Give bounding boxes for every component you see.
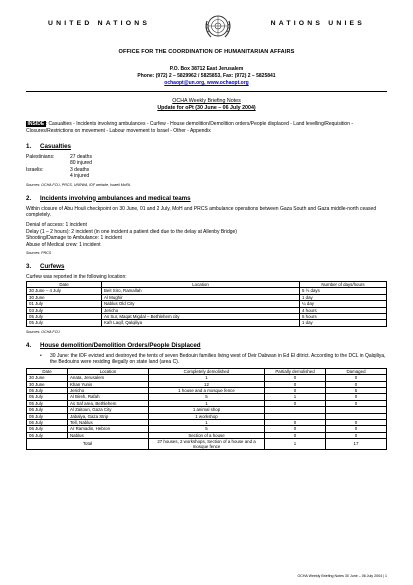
ambulance-delay: Delay (1 – 2 hours): 2 incident (in one incident a patient died due to the delay at Allenby Bridge): [26, 228, 237, 235]
table-cell: Ar Ramadin, Hebron: [68, 426, 149, 432]
table-cell: 01 July: [27, 301, 102, 307]
table-cell: 0: [265, 432, 326, 438]
title-line-1: OCHA Weekly Briefing Notes: [172, 98, 241, 105]
table-cell: 0: [265, 400, 326, 406]
section-3-heading: 3. Curfews: [26, 263, 65, 271]
table-cell: 1: [265, 394, 326, 400]
table-cell: Jericho: [68, 387, 149, 393]
table-cell: 03 July: [27, 307, 102, 313]
ambulance-paragraph: Within closure of Abu Houli checkpoint on 30 June, 01 and 2 July, MoH and PRCS ambulance operations between Gaza South and Gaza middle-north ceased completely.: [26, 205, 377, 219]
letterhead: [26, 12, 387, 60]
table-cell: 5 hours: [300, 314, 387, 320]
inside-tag: INSIDE: [27, 121, 45, 128]
table-cell: 1: [149, 419, 265, 425]
table-cell: Al Mughir: [102, 294, 300, 300]
table-cell: 5: [149, 394, 265, 400]
po-box: P.O. Box 38712 East Jerusalem: [169, 66, 244, 72]
office-name: OFFICE FOR THE COORDINATION OF HUMANITARIAN AFFAIRS: [118, 49, 295, 55]
table-cell: 30 June: [27, 375, 68, 381]
table-cell: 0: [265, 381, 326, 387]
section-4-heading: 4. House demolition/Demolition Orders/People Displaced: [26, 341, 201, 349]
demolition-bullet: • 30 June: the IDF evicted and destroyed the tents of seven Bedouin families living west of Deir Dabwan in Ed El ditrict. According to the DCL in Qalqiliya, the Bedouins were residing illegally on state land (area C).: [40, 352, 386, 366]
table-cell: 4 hours: [300, 307, 387, 313]
table-cell: 1 animal shop: [149, 407, 265, 413]
ambulance-shooting: Shooting/Damage to Ambulance: 1 incident: [26, 235, 122, 242]
header-divider: [26, 91, 387, 92]
table-cell: 1: [149, 400, 265, 406]
bullet-icon: •: [40, 352, 42, 359]
un-name-english: UNITED NATIONS: [48, 20, 151, 27]
table-cell: 5 ½ days: [300, 288, 387, 294]
ambulance-abuse: Abuse of Medical crew: 1 incident: [26, 241, 101, 248]
table-cell: 05 July: [27, 314, 102, 320]
table-cell: 0: [326, 432, 387, 438]
page-footer: OCHA Weekly Briefing Notes 30 June – 06 July 2004 | 1: [297, 574, 387, 578]
table-cell: 0: [265, 387, 326, 393]
table-cell: 1 workshop: [149, 413, 265, 419]
table-cell: 0: [265, 375, 326, 381]
table-cell: Tell, Nablus: [68, 419, 149, 425]
casualty-row: 4 injured: [70, 173, 90, 180]
table-cell: Anata, Jerusalem: [68, 375, 149, 381]
table-cell: 30 June – 4 July: [27, 288, 102, 294]
table-cell: 1: [149, 375, 265, 381]
table-cell: 1 day: [300, 294, 387, 300]
phone-fax: Phone: (972) 2 – 5829962 / 5825853, Fax: (972) 2 – 5825841: [137, 72, 276, 79]
table-cell: Section of a house: [149, 432, 265, 438]
table-cell: 12: [149, 381, 265, 387]
table-cell: 1 house and a mosque fence: [149, 387, 265, 393]
total-completely: 27 houses, 2 workshops, Section of a house and a mosque fence: [149, 439, 265, 450]
contact-block: [26, 66, 387, 86]
table-cell: Jabalya, Gaza Strip: [68, 413, 149, 419]
table-cell: 0: [326, 394, 387, 400]
table-cell: Nablus: [68, 432, 149, 438]
total-partially: 1: [265, 439, 326, 450]
table-cell: 06 July: [27, 419, 68, 425]
un-name-french: NATIONS UNIES: [270, 20, 365, 27]
inside-text: : Casualties - Incidents involving ambulances - Curfew - House demolition/Demolition orders/People displaced - Land levelling/Requisition - Closures/Restrictions on movement - Labour movement to Israel - Other - Appendix: [26, 121, 354, 135]
inside-summary: [26, 121, 387, 135]
casualty-row: 80 injured: [70, 160, 92, 167]
table-cell: 06 July: [27, 432, 68, 438]
casualty-row: Palestinians: 27 deaths: [26, 153, 92, 160]
table-cell: Nablus Old City: [102, 301, 300, 307]
un-emblem-icon: [203, 12, 233, 42]
section-3-source: Sources: OCHA FCU: [26, 329, 60, 334]
table-cell: 30 June: [27, 294, 102, 300]
demolition-table: [26, 368, 387, 450]
table-cell: Kafr Laqif, Qalqiliya: [102, 320, 300, 326]
table-cell: 06 July: [27, 407, 68, 413]
table-cell: 30 June: [27, 381, 68, 387]
casualty-row: Israelis: 3 deaths: [26, 166, 90, 173]
section-2-heading: 2. Incidents involving ambulances and medical teams: [26, 194, 191, 202]
total-label: Total: [27, 439, 149, 450]
table-cell: As Saf area, Bethlehem: [68, 400, 149, 406]
table-header-row: Date Location Number of days/hours: [27, 282, 387, 288]
table-cell: Al Bireh, Rafah: [68, 394, 149, 400]
table-cell: 05 July: [27, 400, 68, 406]
document-title: [26, 98, 387, 112]
section-1-source: Sources: OCHA FCU, PRCS, UNRWA, IDF website, Israeli MoFA.: [26, 182, 132, 187]
table-cell: Jericho: [102, 307, 300, 313]
total-damaged: 17: [326, 439, 387, 450]
table-cell: Khan Yunis: [68, 381, 149, 387]
table-cell: 05 July: [27, 394, 68, 400]
table-cell: 05 July: [27, 320, 102, 326]
table-cell: 0: [265, 426, 326, 432]
table-cell: 0: [326, 400, 387, 406]
table-cell: 5: [149, 426, 265, 432]
table-cell: 0: [265, 419, 326, 425]
table-cell: Beit Siro, Ramallah: [102, 288, 300, 294]
title-line-2: Update for oPt (30 June – 06 July 2004): [157, 105, 256, 112]
section-2-source: Sources: PRCS: [26, 251, 52, 256]
section-1-heading: 1. Casualties: [26, 142, 71, 150]
curfew-note: Curfew was reported in the following location:: [26, 274, 127, 281]
table-cell: 0: [326, 419, 387, 425]
table-cell: 05 July: [27, 413, 68, 419]
table-cell: 5: [326, 387, 387, 393]
curfew-table: [26, 281, 387, 327]
ambulance-denial: Denial of access: 1 incident: [26, 222, 87, 229]
table-cell: ¼ day: [300, 301, 387, 307]
table-cell: 0: [326, 426, 387, 432]
casualties-list: [26, 154, 387, 180]
table-header-row: Date Location Completely demolished Partially demolished Damaged: [27, 368, 387, 374]
table-cell: 0: [326, 375, 387, 381]
table-cell: As Sur, Maqat Migdal – Bethlehem city: [102, 314, 300, 320]
email-web-links[interactable]: ochaopt@un.org, www.ochaopt.org: [164, 79, 249, 86]
table-row: [27, 320, 387, 326]
table-cell: 06 July: [27, 426, 68, 432]
table-cell: Al Zaitoun, Gaza City: [68, 407, 149, 413]
table-cell: 1 day: [300, 320, 387, 326]
table-cell: 0: [326, 381, 387, 387]
table-cell: 05 July: [27, 387, 68, 393]
table-total-row: [27, 439, 387, 450]
